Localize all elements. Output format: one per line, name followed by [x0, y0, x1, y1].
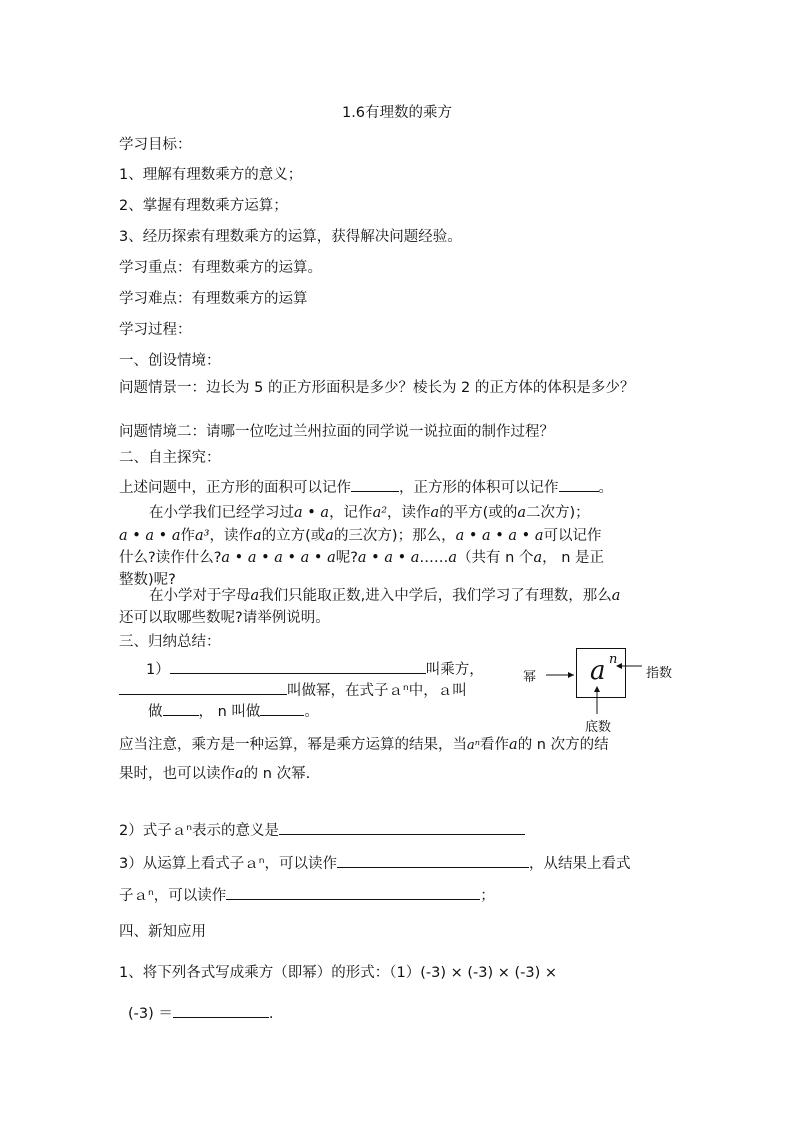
note-line1	[119, 735, 609, 756]
math: a	[517, 505, 527, 521]
blank-power-result	[119, 680, 287, 695]
summary-1-line1	[146, 659, 484, 680]
goal-3: 3、经历探索有理数乘方的运算，获得解决问题经验。	[119, 229, 462, 245]
text: 我们只能取正数,进入中学后，我们学习了有理数，那么	[259, 588, 612, 604]
goal-2: 2、掌握有理数乘方运算；	[119, 198, 288, 214]
math: a	[448, 550, 458, 566]
power-diagram	[518, 646, 698, 736]
text: 的 n 次方的结	[517, 737, 609, 753]
text: ，读作	[209, 528, 253, 544]
para1-line4: 整数)呢?	[119, 572, 176, 588]
text: 做	[148, 704, 163, 720]
math: a • a • a	[119, 528, 181, 544]
text: ， n 是正	[542, 550, 605, 566]
blank-meaning	[279, 820, 525, 835]
explore-text-a: 上述问题中，正方形的面积可以记作	[119, 480, 351, 496]
text: 在小学对于字母	[149, 588, 251, 604]
math: a • a • a • a • a	[221, 550, 336, 566]
math: aⁿ	[467, 738, 481, 753]
text: ， n 叫做	[198, 704, 261, 720]
application-1-line2	[128, 1003, 274, 1024]
explore-text-b: ，正方形的体积可以记作	[399, 480, 559, 496]
text: 子ａⁿ，可以读作	[119, 888, 227, 904]
section-2-heading: 二、自主探究：	[119, 450, 221, 466]
math: a	[235, 766, 244, 782]
arrow-power-head	[568, 672, 574, 678]
key-point: 学习重点：有理数乘方的运算。	[119, 260, 322, 276]
math: a	[533, 550, 543, 566]
text: ，记作	[329, 505, 373, 521]
item-number: 1）	[146, 662, 170, 678]
text: 应当注意，乘方是一种运算，幂是乘方运算的结果，当	[119, 737, 467, 753]
math: a²	[372, 505, 388, 521]
note-line2	[119, 764, 310, 784]
para1-line3	[119, 548, 604, 568]
goal-1: 1、理解有理数乘方的意义；	[119, 167, 303, 183]
blank-area	[351, 477, 399, 492]
math: a • a • a	[357, 550, 420, 566]
math: a	[430, 505, 440, 521]
text: 作	[180, 528, 195, 544]
para1-line2	[119, 526, 602, 546]
text: （共有 n 个	[457, 550, 534, 566]
diagram-arrows	[518, 646, 698, 736]
blank-volume	[559, 477, 599, 492]
text: .	[268, 1006, 274, 1022]
math: a	[252, 528, 262, 544]
text: 的平方(或的	[439, 505, 518, 521]
arrow-base-head	[594, 686, 600, 692]
text: 3）从运算上看式子ａⁿ，可以读作	[119, 856, 338, 872]
diagram-label-power: 幂	[523, 670, 537, 685]
diagram-exponent-letter: n	[609, 652, 618, 667]
text: 什么?读作什么?	[119, 550, 222, 566]
math: a	[611, 588, 621, 604]
text: 在小学我们已经学习过	[149, 505, 294, 521]
question-2	[119, 820, 525, 841]
blank-base	[163, 701, 199, 716]
para2-line2: 还可以取哪些数呢?请举例说明。	[119, 610, 330, 626]
text: (-3) ＝	[128, 1006, 173, 1022]
text: ；	[480, 888, 495, 904]
blank-answer	[173, 1003, 269, 1018]
text: 看作	[480, 737, 510, 753]
question-3-line1	[119, 853, 631, 874]
text: 二次方)；	[526, 505, 590, 521]
scenario-2: 问题情境二：请哪一位吃过兰州拉面的同学说一说拉面的制作过程？	[119, 424, 554, 440]
diagram-base-letter: a	[590, 656, 606, 686]
math: a • a • a • a	[455, 528, 544, 544]
blank-exponent	[260, 701, 304, 716]
text: 的 n 次幂.	[243, 766, 311, 782]
text: ……	[419, 550, 449, 566]
scenario-1: 问题情景一：边长为 5 的正方形面积是多少？棱长为 2 的正方体的体积是多少？	[119, 380, 635, 396]
math: a	[250, 588, 260, 604]
page-title: 1.6有理数的乘方	[341, 105, 453, 121]
diagram-label-base: 底数	[585, 720, 612, 735]
math: a	[325, 528, 334, 544]
explore-line	[119, 477, 613, 498]
text: ，读作	[387, 505, 431, 521]
blank-operation-reading	[337, 853, 529, 868]
text: 叫乘方，	[425, 662, 484, 678]
section-4-heading: 四、新知应用	[119, 924, 206, 940]
text: 果时，也可以读作	[119, 766, 235, 782]
explore-text-c: 。	[598, 480, 613, 496]
arrow-exponent-head	[616, 663, 622, 669]
summary-1-line3	[148, 701, 319, 722]
question-3-line2	[119, 885, 495, 906]
text: 2）式子ａⁿ表示的意义是	[119, 823, 280, 839]
summary-1-line2	[119, 680, 467, 701]
text: 呢?	[335, 550, 358, 566]
section-3-heading: 三、归纳总结：	[119, 634, 221, 650]
difficulty: 学习难点：有理数乘方的运算	[119, 291, 308, 307]
section-1-heading: 一、创设情境：	[119, 353, 221, 369]
para1-line1	[119, 503, 590, 523]
application-1-line1: 1、将下列各式写成乘方（即幂）的形式：（1）(-3) × (-3) × (-3) ×	[119, 965, 558, 981]
para2-line1	[119, 586, 620, 606]
text: 的三次方)；那么，	[333, 528, 456, 544]
math: a³	[194, 528, 210, 544]
text: 。	[304, 704, 319, 720]
math: a • a	[294, 505, 330, 521]
text: 叫做幂，在式子ａⁿ中，ａ叫	[287, 683, 467, 699]
text: 的立方(或	[261, 528, 326, 544]
math: a	[509, 737, 518, 753]
process-heading: 学习过程：	[119, 322, 192, 338]
diagram-label-exponent: 指数	[646, 666, 673, 681]
text: 可以记作	[543, 528, 602, 544]
blank-power-def	[170, 659, 426, 674]
goals-heading: 学习目标：	[119, 137, 192, 153]
text: ，从结果上看式	[529, 856, 631, 872]
blank-result-reading	[226, 885, 480, 900]
